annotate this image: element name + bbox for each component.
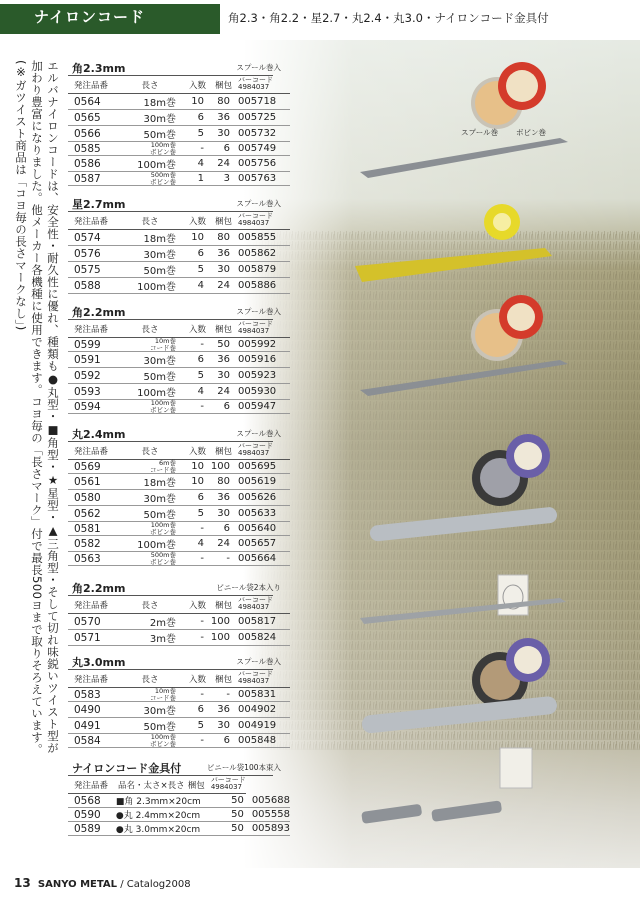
col-barcode — [232, 596, 290, 614]
section-name: 角2.3mm — [72, 62, 126, 75]
cell-code: 0582 — [68, 536, 120, 552]
cell-barcode: 005695 — [232, 460, 290, 474]
table-row — [68, 630, 290, 646]
cell-length: 3m巻 — [120, 630, 180, 646]
cell-qty: - — [180, 522, 206, 536]
table-row — [68, 808, 290, 822]
col-length: 長さ — [120, 442, 180, 460]
barcode-label: バーコード 4984037 — [210, 775, 246, 792]
cell-code: 0563 — [68, 552, 120, 566]
caption-bobbin: ボビン巻 — [516, 128, 546, 137]
bag-image-sq22 — [498, 575, 528, 615]
table-header — [68, 320, 290, 338]
cell-qty: 6 — [180, 246, 206, 262]
section-name: 丸3.0mm — [72, 656, 126, 669]
cell-code: 0568 — [68, 794, 116, 808]
cell-barcode: 005916 — [232, 352, 290, 368]
col-barcode — [205, 776, 246, 794]
cell-pack: 50 — [205, 808, 246, 822]
table-row — [68, 702, 290, 718]
cell-barcode: 005862 — [232, 246, 290, 262]
col-pack: 梱包 — [206, 76, 232, 94]
cell-barcode: 005732 — [232, 126, 290, 142]
cell-pack: 100 — [206, 614, 232, 630]
cell-length: 18m巻 — [120, 94, 180, 110]
table-row — [68, 822, 290, 836]
cell-barcode: 005824 — [232, 630, 290, 646]
cell-code: 0590 — [68, 808, 116, 822]
cell-pack: 36 — [206, 490, 232, 506]
cell-barcode: 005640 — [232, 522, 290, 536]
footer — [14, 876, 191, 890]
cell-length: 100m巻 ボビン巻 — [120, 142, 180, 156]
cell-pack: 30 — [206, 718, 232, 734]
section-pack-type: ビニール袋2本入り — [216, 583, 281, 592]
section-pack-type: ビニール袋100本束入 — [206, 763, 281, 772]
cell-pack: 80 — [206, 474, 232, 490]
cell-pack: 6 — [206, 734, 232, 748]
cell-length: 18m巻 — [120, 474, 180, 490]
product-table — [68, 212, 290, 294]
col-qty: 入数 — [180, 442, 206, 460]
cell-qty: 6 — [180, 702, 206, 718]
cell-qty: - — [180, 338, 206, 352]
cell-barcode: 005930 — [232, 384, 290, 400]
page-number: 13 — [14, 876, 31, 890]
barcode-label: バーコード 4984037 — [238, 211, 273, 228]
cell-length: 500m巻 ボビン巻 — [120, 172, 180, 186]
cell-qty: 4 — [180, 384, 206, 400]
cell-pack: 50 — [205, 822, 246, 836]
cell-barcode: 005688 — [246, 794, 290, 808]
table-row — [68, 688, 290, 702]
cell-code: 0569 — [68, 460, 120, 474]
product-table — [68, 596, 290, 646]
col-code: 発注品番 — [68, 670, 120, 688]
col-qty: 入数 — [180, 76, 206, 94]
cell-code: 0490 — [68, 702, 120, 718]
table-row — [68, 794, 290, 808]
col-code: 発注品番 — [68, 320, 120, 338]
section-3 — [68, 426, 281, 566]
cell-length: 100m巻 — [120, 278, 180, 294]
cell-qty: 5 — [180, 718, 206, 734]
col-length: 長さ — [120, 670, 180, 688]
table-row — [68, 352, 290, 368]
table-row — [68, 506, 290, 522]
cell-code: 0580 — [68, 490, 120, 506]
cell-qty: - — [180, 400, 206, 414]
section-1 — [68, 196, 281, 294]
table-row — [68, 262, 290, 278]
cell-barcode: 005947 — [232, 400, 290, 414]
cell-length: 30m巻 — [120, 490, 180, 506]
col-code: 発注品番 — [68, 596, 120, 614]
col-code: 発注品番 — [68, 442, 120, 460]
cell-code: 0591 — [68, 352, 120, 368]
cell-barcode: 005749 — [232, 142, 290, 156]
cell-code: 0562 — [68, 506, 120, 522]
cell-qty: 10 — [180, 474, 206, 490]
section-name: 丸2.4mm — [72, 428, 126, 441]
table-row — [68, 172, 290, 186]
section-name: 角2.2mm — [72, 306, 126, 319]
table-row — [68, 490, 290, 506]
cell-qty: - — [180, 142, 206, 156]
cell-code: 0586 — [68, 156, 120, 172]
section-name: ナイロンコード金具付 — [72, 762, 182, 775]
cell-code: 0585 — [68, 142, 120, 156]
cell-barcode: 005657 — [232, 536, 290, 552]
cell-barcode: 005756 — [232, 156, 290, 172]
cell-qty: 10 — [180, 230, 206, 246]
section-title — [68, 580, 281, 596]
col-pack: 梱包 — [206, 442, 232, 460]
cell-qty: 5 — [180, 126, 206, 142]
col-qty: 入数 — [180, 596, 206, 614]
cell-code: 0589 — [68, 822, 116, 836]
product-table — [68, 776, 290, 836]
cell-code: 0575 — [68, 262, 120, 278]
cell-length: 10m巻 コード巻 — [120, 688, 180, 702]
cell-pack: 80 — [206, 94, 232, 110]
page-title: ナイロンコード — [34, 8, 145, 26]
table-row — [68, 156, 290, 172]
cell-pack: 30 — [206, 506, 232, 522]
cell-qty: 5 — [180, 506, 206, 522]
cell-length: ●丸 3.0mm×20cm — [116, 822, 205, 836]
cell-barcode: 004919 — [232, 718, 290, 734]
cell-length: 30m巻 — [120, 352, 180, 368]
cell-qty: 5 — [180, 262, 206, 278]
cell-pack: 36 — [206, 702, 232, 718]
footer-catalog: / Catalog2008 — [120, 879, 191, 890]
section-6 — [68, 760, 290, 836]
cell-barcode: 005664 — [232, 552, 290, 566]
cell-code: 0561 — [68, 474, 120, 490]
col-code: 発注品番 — [68, 212, 120, 230]
cell-pack: 3 — [206, 172, 232, 186]
col-length: 長さ — [120, 596, 180, 614]
cell-pack: 100 — [206, 630, 232, 646]
table-row — [68, 474, 290, 490]
table-header — [68, 670, 290, 688]
cell-code: 0584 — [68, 734, 120, 748]
cell-barcode: 005831 — [232, 688, 290, 702]
col-code: 発注品番 — [68, 776, 116, 794]
cell-length: 18m巻 — [120, 230, 180, 246]
col-pack: 梱包 — [206, 596, 232, 614]
cell-code: 0564 — [68, 94, 120, 110]
cell-barcode: 005893 — [246, 822, 290, 836]
col-pack: 梱包 — [206, 320, 232, 338]
section-0 — [68, 60, 281, 186]
cell-pack: - — [206, 688, 232, 702]
section-5 — [68, 654, 281, 748]
cell-pack: 24 — [206, 156, 232, 172]
col-barcode — [232, 212, 290, 230]
cell-length: 100m巻 — [120, 384, 180, 400]
table-header — [68, 442, 290, 460]
cell-code: 0570 — [68, 614, 120, 630]
cell-pack: - — [206, 552, 232, 566]
table-row — [68, 278, 290, 294]
table-header — [68, 76, 290, 94]
cell-qty: 4 — [180, 156, 206, 172]
col-barcode — [232, 442, 290, 460]
table-row — [68, 400, 290, 414]
section-pack-type: スプール巻入 — [236, 429, 281, 438]
cell-code: 0574 — [68, 230, 120, 246]
cell-barcode: 004902 — [232, 702, 290, 718]
barcode-label: バーコード 4984037 — [238, 75, 273, 92]
table-row — [68, 614, 290, 630]
side-text-2: 加わり豊富になりました。他メーカー各機種に使用できます。コヨ毎の「長さマーク」付で最長500ヨまで取りそろえています。 — [30, 60, 44, 756]
cell-qty: 1 — [180, 172, 206, 186]
barcode-label: バーコード 4984037 — [238, 441, 273, 458]
table-header — [68, 776, 290, 794]
bag-image-fittings — [500, 748, 532, 788]
cell-length: 30m巻 — [120, 246, 180, 262]
cell-pack: 36 — [206, 110, 232, 126]
cell-barcode: 005725 — [232, 110, 290, 126]
cell-qty: 4 — [180, 278, 206, 294]
cell-qty: 10 — [180, 94, 206, 110]
product-table — [68, 76, 290, 186]
cell-qty: 10 — [180, 460, 206, 474]
table-row — [68, 460, 290, 474]
cell-length: 10m巻 コード巻 — [120, 338, 180, 352]
col-length: 長さ — [120, 76, 180, 94]
cell-code: 0599 — [68, 338, 120, 352]
table-row — [68, 338, 290, 352]
table-row — [68, 94, 290, 110]
cell-qty: 6 — [180, 490, 206, 506]
section-title — [68, 196, 281, 212]
cell-code: 0576 — [68, 246, 120, 262]
col-qty: 入数 — [180, 212, 206, 230]
cell-length: 30m巻 — [120, 702, 180, 718]
side-text-1: エルバナイロンコードは、安全性・耐久性に優れ、種類も●丸型・■角型・★星型・▲三角型・そして切れ味鋭いツイスト型が — [46, 60, 60, 754]
caption-spool: スプール巻 — [461, 128, 499, 137]
cell-qty: 6 — [180, 110, 206, 126]
section-pack-type: スプール巻入 — [236, 199, 281, 208]
cell-qty: - — [180, 734, 206, 748]
cell-length: 50m巻 — [120, 506, 180, 522]
table-row — [68, 734, 290, 748]
cell-pack: 80 — [206, 230, 232, 246]
section-name: 星2.7mm — [72, 198, 126, 211]
cell-qty: - — [180, 552, 206, 566]
col-length: 長さ — [120, 320, 180, 338]
cell-code: 0571 — [68, 630, 120, 646]
cell-length: 50m巻 — [120, 368, 180, 384]
col-length: 品名・太さ×長さ — [116, 776, 187, 794]
page-subtitle: 角2.3・角2.2・星2.7・丸2.4・丸3.0・ナイロンコード金具付 — [228, 11, 549, 25]
cell-length: 6m巻 コード巻 — [120, 460, 180, 474]
section-4 — [68, 580, 281, 646]
table-row — [68, 368, 290, 384]
cell-length: 100m巻 ボビン巻 — [120, 400, 180, 414]
table-row — [68, 142, 290, 156]
col-barcode — [232, 76, 290, 94]
cell-qty: - — [180, 614, 206, 630]
cell-length: 30m巻 — [120, 110, 180, 126]
barcode-label: バーコード 4984037 — [238, 595, 273, 612]
cell-pack: 6 — [206, 400, 232, 414]
cell-pack: 24 — [206, 384, 232, 400]
section-name: 角2.2mm — [72, 582, 126, 595]
col-pack: 梱包 — [206, 212, 232, 230]
cell-length: 50m巻 — [120, 126, 180, 142]
section-pack-type: スプール巻入 — [236, 657, 281, 666]
table-row — [68, 110, 290, 126]
table-header — [68, 596, 290, 614]
table-row — [68, 552, 290, 566]
table-row — [68, 126, 290, 142]
cell-qty: 6 — [180, 352, 206, 368]
cell-code: 0491 — [68, 718, 120, 734]
section-pack-type: スプール巻入 — [236, 63, 281, 72]
cell-pack: 6 — [206, 142, 232, 156]
cell-code: 0565 — [68, 110, 120, 126]
cell-barcode: 005558 — [246, 808, 290, 822]
spool-image-star27 — [484, 204, 520, 240]
section-pack-type: スプール巻入 — [236, 307, 281, 316]
cell-barcode: 005626 — [232, 490, 290, 506]
cell-length: ●丸 2.4mm×20cm — [116, 808, 205, 822]
table-row — [68, 246, 290, 262]
cell-code: 0581 — [68, 522, 120, 536]
cell-length: 100m巻 — [120, 156, 180, 172]
cell-barcode: 005848 — [232, 734, 290, 748]
cell-length: 100m巻 ボビン巻 — [120, 522, 180, 536]
cell-qty: 5 — [180, 368, 206, 384]
section-title — [68, 60, 281, 76]
cell-code: 0592 — [68, 368, 120, 384]
cell-barcode: 005923 — [232, 368, 290, 384]
cell-barcode: 005817 — [232, 614, 290, 630]
barcode-label: バーコード 4984037 — [238, 319, 273, 336]
cell-barcode: 005619 — [232, 474, 290, 490]
cell-barcode: 005763 — [232, 172, 290, 186]
side-text-3: (※ガツイスト商品は「コヨ毎の長さマークなし」) — [14, 60, 28, 331]
cell-pack: 30 — [206, 262, 232, 278]
cell-pack: 36 — [206, 246, 232, 262]
product-table — [68, 320, 290, 414]
col-barcode — [232, 320, 290, 338]
col-pack: 梱包 — [206, 670, 232, 688]
cell-code: 0593 — [68, 384, 120, 400]
footer-brand: SANYO METAL — [37, 879, 118, 890]
cell-length: 2m巻 — [120, 614, 180, 630]
cell-code: 0587 — [68, 172, 120, 186]
table-header — [68, 212, 290, 230]
cell-length: 100m巻 — [120, 536, 180, 552]
cell-length: 500m巻 ボビン巻 — [120, 552, 180, 566]
cell-barcode: 005992 — [232, 338, 290, 352]
cell-pack: 100 — [206, 460, 232, 474]
col-code: 発注品番 — [68, 76, 120, 94]
col-barcode — [232, 670, 290, 688]
cell-length: 100m巻 ボビン巻 — [120, 734, 180, 748]
col-qty: 入数 — [180, 320, 206, 338]
cell-barcode: 005855 — [232, 230, 290, 246]
section-title — [68, 304, 281, 320]
cell-barcode: 005879 — [232, 262, 290, 278]
section-title — [68, 760, 281, 776]
product-table — [68, 442, 290, 566]
table-row — [68, 718, 290, 734]
cell-barcode: 005886 — [232, 278, 290, 294]
cell-length: 50m巻 — [120, 262, 180, 278]
col-pack: 梱包 — [187, 776, 205, 794]
cell-barcode: 005633 — [232, 506, 290, 522]
table-row — [68, 384, 290, 400]
cell-length: 50m巻 — [120, 718, 180, 734]
col-qty: 入数 — [180, 670, 206, 688]
cell-pack: 36 — [206, 352, 232, 368]
cell-qty: - — [180, 630, 206, 646]
cell-pack: 30 — [206, 368, 232, 384]
cell-pack: 50 — [206, 338, 232, 352]
section-2 — [68, 304, 281, 414]
cell-pack: 50 — [205, 794, 246, 808]
cell-pack: 6 — [206, 522, 232, 536]
cell-barcode: 005718 — [232, 94, 290, 110]
cell-code: 0583 — [68, 688, 120, 702]
section-title — [68, 426, 281, 442]
col-length: 長さ — [120, 212, 180, 230]
section-title — [68, 654, 281, 670]
cell-pack: 30 — [206, 126, 232, 142]
table-row — [68, 522, 290, 536]
cell-length: ■角 2.3mm×20cm — [116, 794, 205, 808]
cell-code: 0588 — [68, 278, 120, 294]
cell-qty: 4 — [180, 536, 206, 552]
cell-code: 0566 — [68, 126, 120, 142]
cell-code: 0594 — [68, 400, 120, 414]
cell-pack: 24 — [206, 278, 232, 294]
cell-qty: - — [180, 688, 206, 702]
table-row — [68, 536, 290, 552]
barcode-label: バーコード 4984037 — [238, 669, 273, 686]
cell-pack: 24 — [206, 536, 232, 552]
product-table — [68, 670, 290, 748]
table-row — [68, 230, 290, 246]
